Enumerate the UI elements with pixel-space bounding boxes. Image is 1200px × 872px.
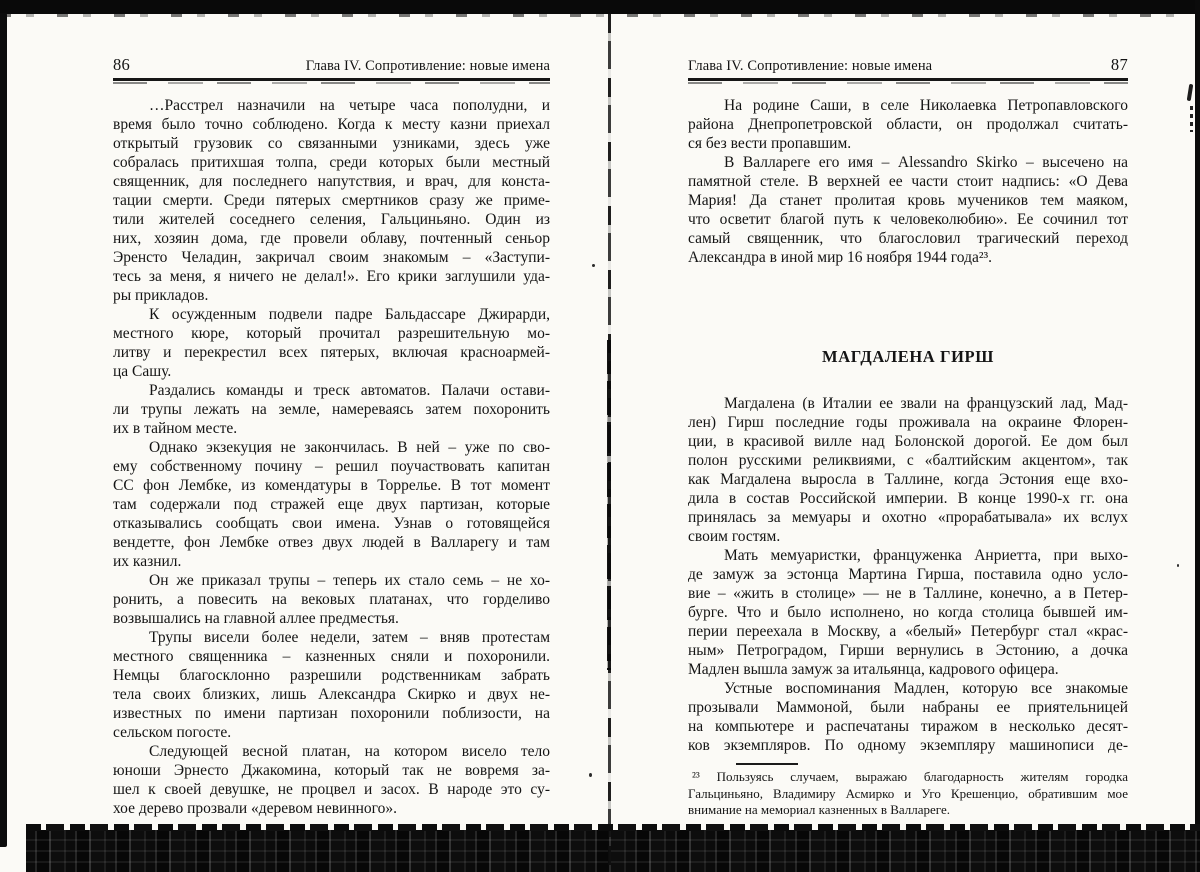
section-heading: МАГДАЛЕНА ГИРШ — [822, 347, 994, 366]
text-line: бурге. Что и было исполнено, но когда столица бывшей им- — [688, 604, 1128, 621]
text-line: Мадлен вышла замуж за итальянца, кадрового офицера. — [688, 661, 1059, 678]
text-line: ков экземпляров. По одному экземпляру машинописи де- — [688, 737, 1128, 754]
text-line: хое дерево прозвали «деревом невинного». — [113, 800, 398, 817]
text-line: возвышались на главной аллее предместья. — [113, 610, 399, 627]
text-line: ным» Петроградом, Гирши вернулись в Эстонию, а дочка — [688, 642, 1128, 659]
text-line: прозывали Маммоной, были набраны ее приятельницей — [688, 699, 1128, 716]
text-line: на компьютере и распечатаны тиражом в несколько десят- — [688, 718, 1128, 735]
text-line: как Магдалена выросла в Таллине, когда Эстония еще вхо- — [688, 471, 1128, 488]
text-line: их в тайном месте. — [113, 420, 238, 437]
right-page-body-top — [688, 96, 1128, 267]
paragraph — [113, 571, 550, 628]
text-line: Раздались команды и треск автоматов. Палачи остави- — [149, 382, 550, 399]
text-line: что осветит благой путь к человеколюбию». Ее сочинил тот — [688, 211, 1128, 228]
text-line: священник, для последнего напутствия, и врач, для конста- — [113, 173, 550, 190]
paragraph — [113, 381, 550, 438]
text-line: собралась притихшая толпа, среди которых были местный — [113, 154, 550, 171]
text-line: своим гостям. — [688, 528, 781, 545]
text-line: ца Сашу. — [113, 363, 172, 380]
text-line: перии переехала в Москву, а «белый» Петербург стал «крас- — [688, 623, 1128, 640]
scan-top-edge-band — [0, 0, 1200, 14]
text-line: местного кюре, который прочитал разрешительную мо- — [113, 325, 550, 342]
text-line: шел к своей девушке, не процвел и засох. В народе это су- — [113, 781, 550, 798]
scan-edge-mark — [1190, 106, 1193, 132]
text-line: Устные воспоминания Мадлен, которую все знакомые — [724, 680, 1128, 697]
scan-speck — [592, 264, 595, 267]
text-line: ли трупы лежать на земле, намереваясь затем похоронить — [113, 401, 550, 418]
text-line: вендетте, фон Лембке отвез двух людей в Валларегу и там — [113, 534, 550, 551]
footnote — [688, 769, 1128, 819]
paragraph — [688, 769, 1128, 819]
text-line: местного священника – казненных сняли и похоронили. — [113, 648, 550, 665]
text-line: тела своих близких, лишь Александра Скирко и двух не- — [113, 686, 550, 703]
text-line: отказывались сообщать свои имена. Узнав о готовящейся — [113, 515, 550, 532]
right-chapter-title: Глава IV. Сопротивление: новые имена — [688, 58, 933, 74]
scan-right-edge-strip — [1195, 0, 1200, 872]
text-line: принялась за мемуары и охотно «прорабатывала» их вслух — [688, 509, 1128, 526]
footnote-separator — [736, 763, 798, 765]
paragraph — [113, 438, 550, 571]
paragraph — [688, 394, 1128, 546]
scan-speck — [589, 773, 592, 777]
text-line: Гальциньяно, Владимиру Асмирко и Уго Крешенцио, обратившим мое — [688, 785, 1128, 801]
text-line: Немцы благосклонно разрешили родственникам забрать — [113, 667, 550, 684]
text-line: них, хозяин дома, где провели облаву, почтенный сеньор — [113, 230, 550, 247]
text-line: СС фон Лембке, из комендатуры в Торрелье. В тот момент — [113, 477, 550, 494]
right-page-body-bottom — [688, 394, 1128, 755]
text-line: Трупы висели более недели, затем – вняв протестам — [149, 629, 550, 646]
text-line: литву и перекрестил всех пятерых, включая красноармей- — [113, 344, 550, 361]
text-line: их казнил. — [113, 553, 182, 570]
text-line: время было точно соблюдено. Когда к месту казни приехал — [113, 116, 550, 133]
text-line: Александра в иной мир 16 ноября 1944 года²³. — [688, 249, 992, 266]
text-line: К осужденным подвели падре Бальдассаре Джирарди, — [149, 306, 550, 323]
left-page-body — [113, 96, 550, 818]
text-line: ры прикладов. — [113, 287, 209, 304]
left-page — [113, 55, 550, 818]
text-line: Мать мемуаристки, француженка Анриетта, при выхо- — [724, 547, 1128, 564]
paragraph — [113, 305, 550, 381]
text-line: тесь за меня, я ничего не делал!». Его крики заглушили уда- — [113, 268, 550, 285]
text-line: де замуж за эстонца Мартина Гирша, поставила одно усло- — [688, 566, 1128, 583]
text-line: ²³ Пользуясь случаем, выражаю благодарность жителям городка — [692, 769, 1128, 784]
text-line: Мария! Да станет пролитая кровь мучеников тем маяком, — [688, 192, 1128, 209]
text-line: лен) Гирш последние годы проживала на окраине Флорен- — [688, 414, 1128, 431]
text-line: внимание на мемориал казненных в Валлареге. — [688, 802, 950, 817]
left-page-header — [113, 55, 550, 75]
scan-bottom-edge-band — [26, 830, 1200, 872]
right-header-rule — [688, 78, 1128, 81]
text-line: района Днепропетровской области, он продолжал считать- — [688, 116, 1128, 133]
text-line: там содержали под стражей еще двух партизан, которые — [113, 496, 550, 513]
left-header-rule — [113, 78, 550, 81]
text-line: памятной стеле. В верхней ее части стоит надпись: «О Дева — [688, 173, 1128, 190]
text-line: самый священник, что благословил трагический переход — [688, 230, 1128, 247]
text-line: Магдалена (в Италии ее звали на французский лад, Мад- — [724, 395, 1128, 412]
scan-left-edge-strip — [0, 13, 7, 847]
text-line: Он же приказал трупы – теперь их стало семь – не хо- — [149, 572, 550, 589]
text-line: юноши Эрнесто Джакомина, который так не вовремя за- — [113, 762, 550, 779]
text-line: вие – «жить в столице» — не в Таллине, конечно, а в Петер- — [688, 585, 1128, 602]
book-gutter-seam-dark — [607, 340, 611, 670]
paragraph — [688, 679, 1128, 755]
scan-edge-mark — [1187, 84, 1194, 101]
left-page-number: 86 — [113, 55, 131, 74]
text-line: В Валлареге его имя – Alessandro Skirko – высечено на — [724, 154, 1128, 171]
text-line: ся без вести пропавшим. — [688, 135, 852, 152]
paragraph — [688, 96, 1128, 153]
text-line: ции, в красивой вилле над Болонской дорогой. Ее дом был — [688, 433, 1128, 450]
text-line: тили жителей соседнего селения, Гальциньяно. Один из — [113, 211, 550, 228]
text-line: ему собственному почину – решил поучаствовать капитан — [113, 458, 550, 475]
paragraph — [113, 628, 550, 742]
text-line: На родине Саши, в селе Николаевка Петропавловского — [724, 97, 1128, 114]
paragraph — [688, 153, 1128, 267]
text-line: открытый грузовик со связанными узниками, здесь уже — [113, 135, 550, 152]
text-line: ронить, а повесить на вековых платанах, что горделиво — [113, 591, 550, 608]
text-line: тации смерти. Среди пятерых смертников сразу же приме- — [113, 192, 550, 209]
right-page-header — [688, 55, 1128, 75]
right-page-number: 87 — [1110, 55, 1128, 74]
text-line: Однако экзекуция не закончилась. В ней – уже по сво- — [149, 439, 550, 456]
scan-speck — [1177, 564, 1179, 567]
paragraph — [113, 742, 550, 818]
text-line: дила в состав Российской империи. В конце 1990-х гг. она — [688, 490, 1128, 507]
text-line: сельском погосте. — [113, 724, 232, 741]
text-line: …Расстрел назначили на четыре часа пополудни, и — [149, 97, 550, 114]
paragraph — [113, 96, 550, 305]
text-line: известных по имени партизан похоронили поблизости, на — [113, 705, 550, 722]
text-line: Следующей весной платан, на котором висело тело — [149, 743, 550, 760]
text-line: Эренсто Челадин, закричал своим знакомым – «Заступи- — [113, 249, 550, 266]
left-chapter-title: Глава IV. Сопротивление: новые имена — [305, 58, 550, 74]
text-line: полон русскими реликвиями, с «балтийским акцентом», так — [688, 452, 1128, 469]
paragraph — [688, 546, 1128, 679]
right-page — [688, 55, 1128, 819]
